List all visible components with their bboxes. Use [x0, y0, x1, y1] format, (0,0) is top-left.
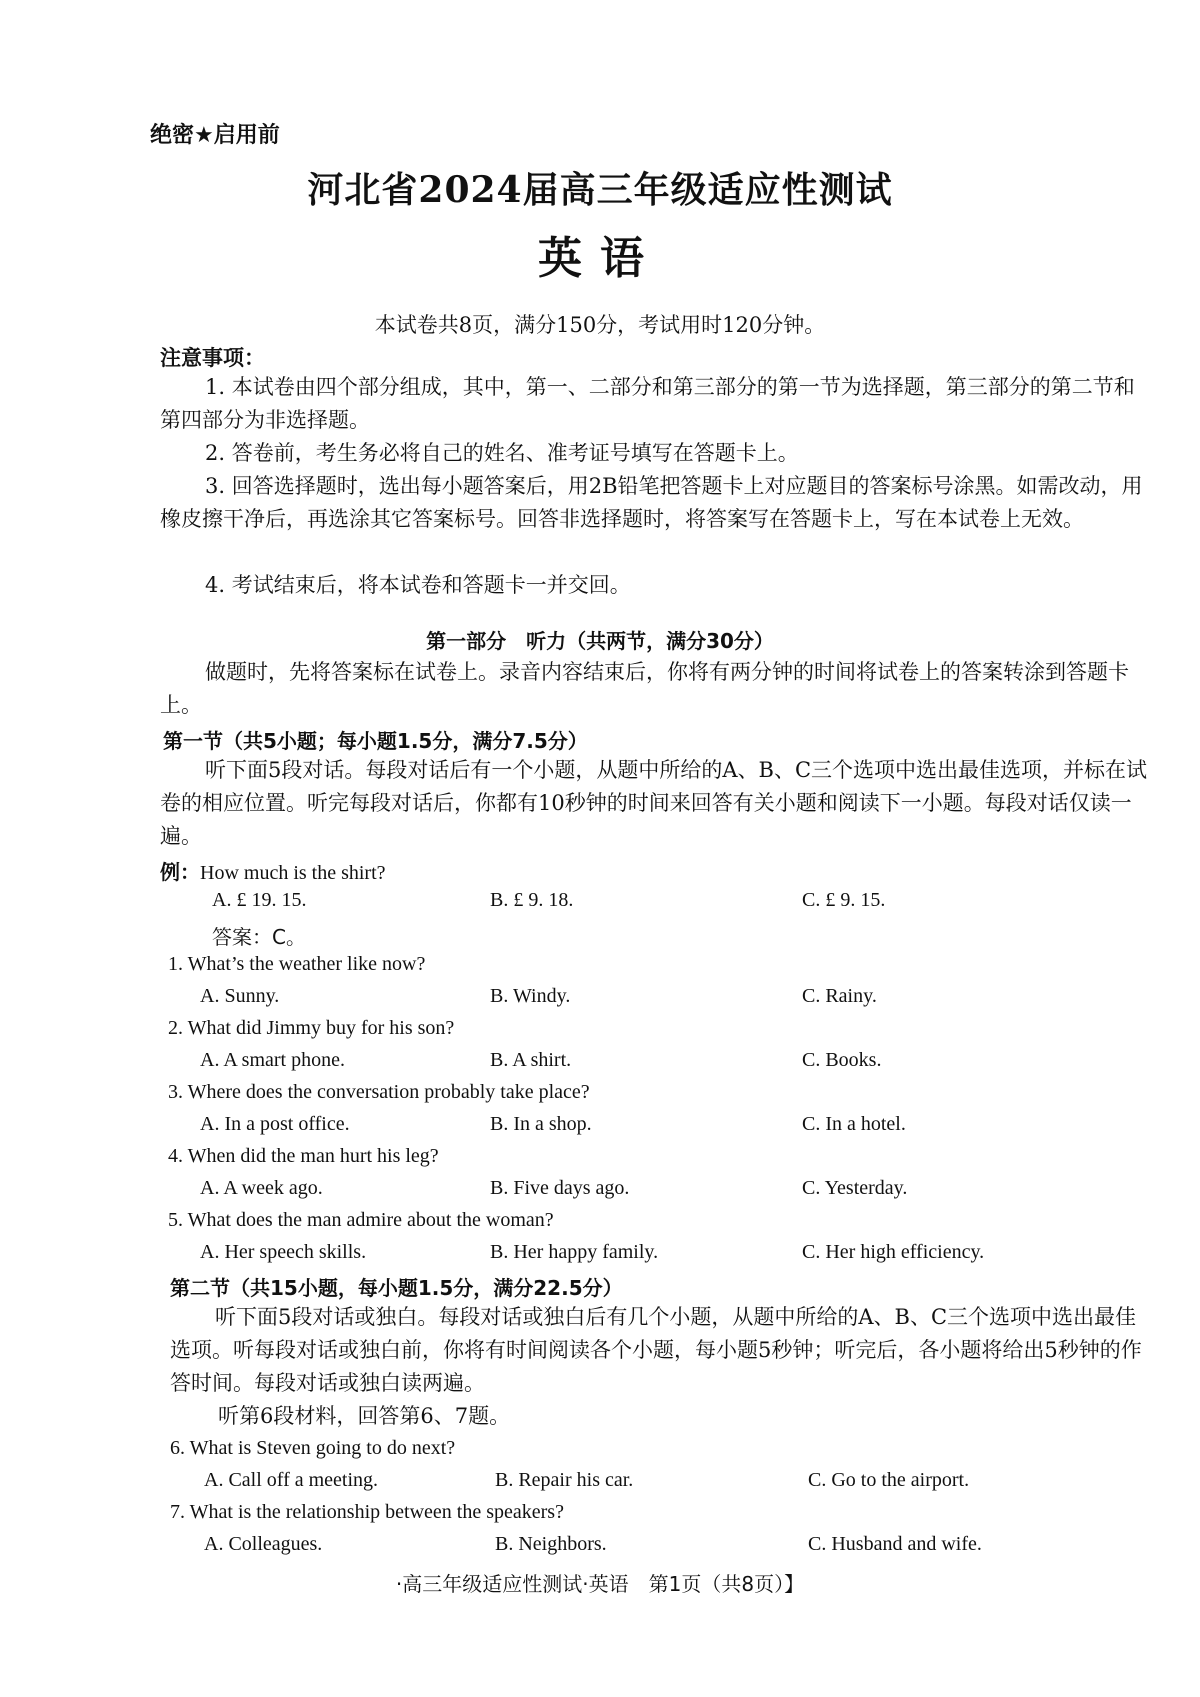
question-option: C. In a hotel.	[802, 1113, 906, 1135]
page-footer: ·高三年级适应性测试·英语 第1页（共8页）】	[395, 1572, 805, 1596]
notice-item: 1. 本试卷由四个部分组成，其中，第一、二部分和第三部分的第一节为选择题，第三部分的第二节和第四部分为非选择题。	[160, 375, 1135, 432]
question-stem: 1. What’s the weather like now?	[168, 953, 426, 975]
question-option: A. Colleagues.	[204, 1533, 323, 1555]
example-stem: How much is the shirt?	[200, 862, 386, 884]
section-two-intro: 听下面5段对话或独白。每段对话或独白后有几个小题，从题中所给的A、B、C三个选项中选出最佳选项。听每段对话或独白前，你将有时间阅读各个小题，每小题5秒钟；听完后，各小题将给出5秒钟的作答时间。每段对话或独白读两遍。	[170, 1305, 1142, 1395]
exam-info: 本试卷共8页，满分150分，考试用时120分钟。	[374, 313, 826, 337]
question-option: B. Windy.	[490, 985, 571, 1007]
example-answer: 答案：C。	[212, 925, 306, 949]
question-option: A. In a post office.	[200, 1113, 350, 1135]
question-option: C. Her high efficiency.	[802, 1241, 985, 1263]
question-option: A. A smart phone.	[200, 1049, 345, 1071]
part-one-intro: 做题时，先将答案标在试卷上。录音内容结束后，你将有两分钟的时间将试卷上的答案转涂到答题卡上。	[160, 660, 1129, 717]
question-option: B. Five days ago.	[490, 1177, 630, 1199]
section-two-heading: 第二节（共15小题，每小题1.5分，满分22.5分）	[170, 1276, 623, 1300]
confidential-label: 绝密★启用前	[150, 123, 280, 148]
question-stem: 4. When did the man hurt his leg?	[168, 1145, 439, 1167]
question-stem: 2. What did Jimmy buy for his son?	[168, 1017, 455, 1039]
example-label: 例：	[160, 860, 200, 884]
question-stem: 3. Where does the conversation probably take place?	[168, 1081, 590, 1103]
example-option-a: A. £ 19. 15.	[212, 889, 307, 911]
material-note: 听第6段材料，回答第6、7题。	[218, 1404, 511, 1428]
question-option: C. Go to the airport.	[808, 1469, 970, 1491]
question-option: B. Neighbors.	[495, 1533, 607, 1555]
example-option-c: C. £ 9. 15.	[802, 889, 886, 911]
question-option: A. Sunny.	[200, 985, 280, 1007]
notice-item: 3. 回答选择题时，选出每小题答案后，用2B铅笔把答题卡上对应题目的答案标号涂黑。如需改动，用橡皮擦干净后，再选涂其它答案标号。回答非选择题时，将答案写在答题卡上，写在本试卷上无效。	[160, 474, 1143, 531]
question-option: B. In a shop.	[490, 1113, 592, 1135]
question-option: C. Husband and wife.	[808, 1533, 982, 1555]
question-option: A. A week ago.	[200, 1177, 323, 1199]
question-option: A. Call off a meeting.	[204, 1469, 379, 1491]
section-one-intro: 听下面5段对话。每段对话后有一个小题，从题中所给的A、B、C三个选项中选出最佳选项，并标在试卷的相应位置。听完每段对话后，你都有10秒钟的时间来回答有关小题和阅读下一小题。每段对话仅读一遍。	[160, 758, 1148, 848]
question-option: C. Yesterday.	[802, 1177, 908, 1199]
part-one-heading: 第一部分 听力（共两节，满分30分）	[426, 629, 774, 653]
exam-title: 河北省2024届高三年级适应性测试	[307, 169, 893, 211]
question-option: C. Books.	[802, 1049, 882, 1071]
section-one-heading: 第一节（共5小题；每小题1.5分，满分7.5分）	[163, 729, 588, 753]
question-option: B. Her happy family.	[490, 1241, 659, 1263]
notice-item: 2. 答卷前，考生务必将自己的姓名、准考证号填写在答题卡上。	[205, 441, 799, 465]
subject-title: 英语	[538, 233, 662, 284]
question-option: B. Repair his car.	[495, 1469, 634, 1491]
question-option: B. A shirt.	[490, 1049, 572, 1071]
question-stem: 7. What is the relationship between the speakers?	[170, 1501, 564, 1523]
example-option-b: B. £ 9. 18.	[490, 889, 574, 911]
question-option: C. Rainy.	[802, 985, 877, 1007]
question-stem: 6. What is Steven going to do next?	[170, 1437, 456, 1459]
notice-heading: 注意事项：	[160, 346, 265, 370]
example-question	[160, 856, 386, 885]
question-option: A. Her speech skills.	[200, 1241, 367, 1263]
notice-item: 4. 考试结束后，将本试卷和答题卡一并交回。	[205, 573, 631, 597]
question-stem: 5. What does the man admire about the woman?	[168, 1209, 554, 1231]
